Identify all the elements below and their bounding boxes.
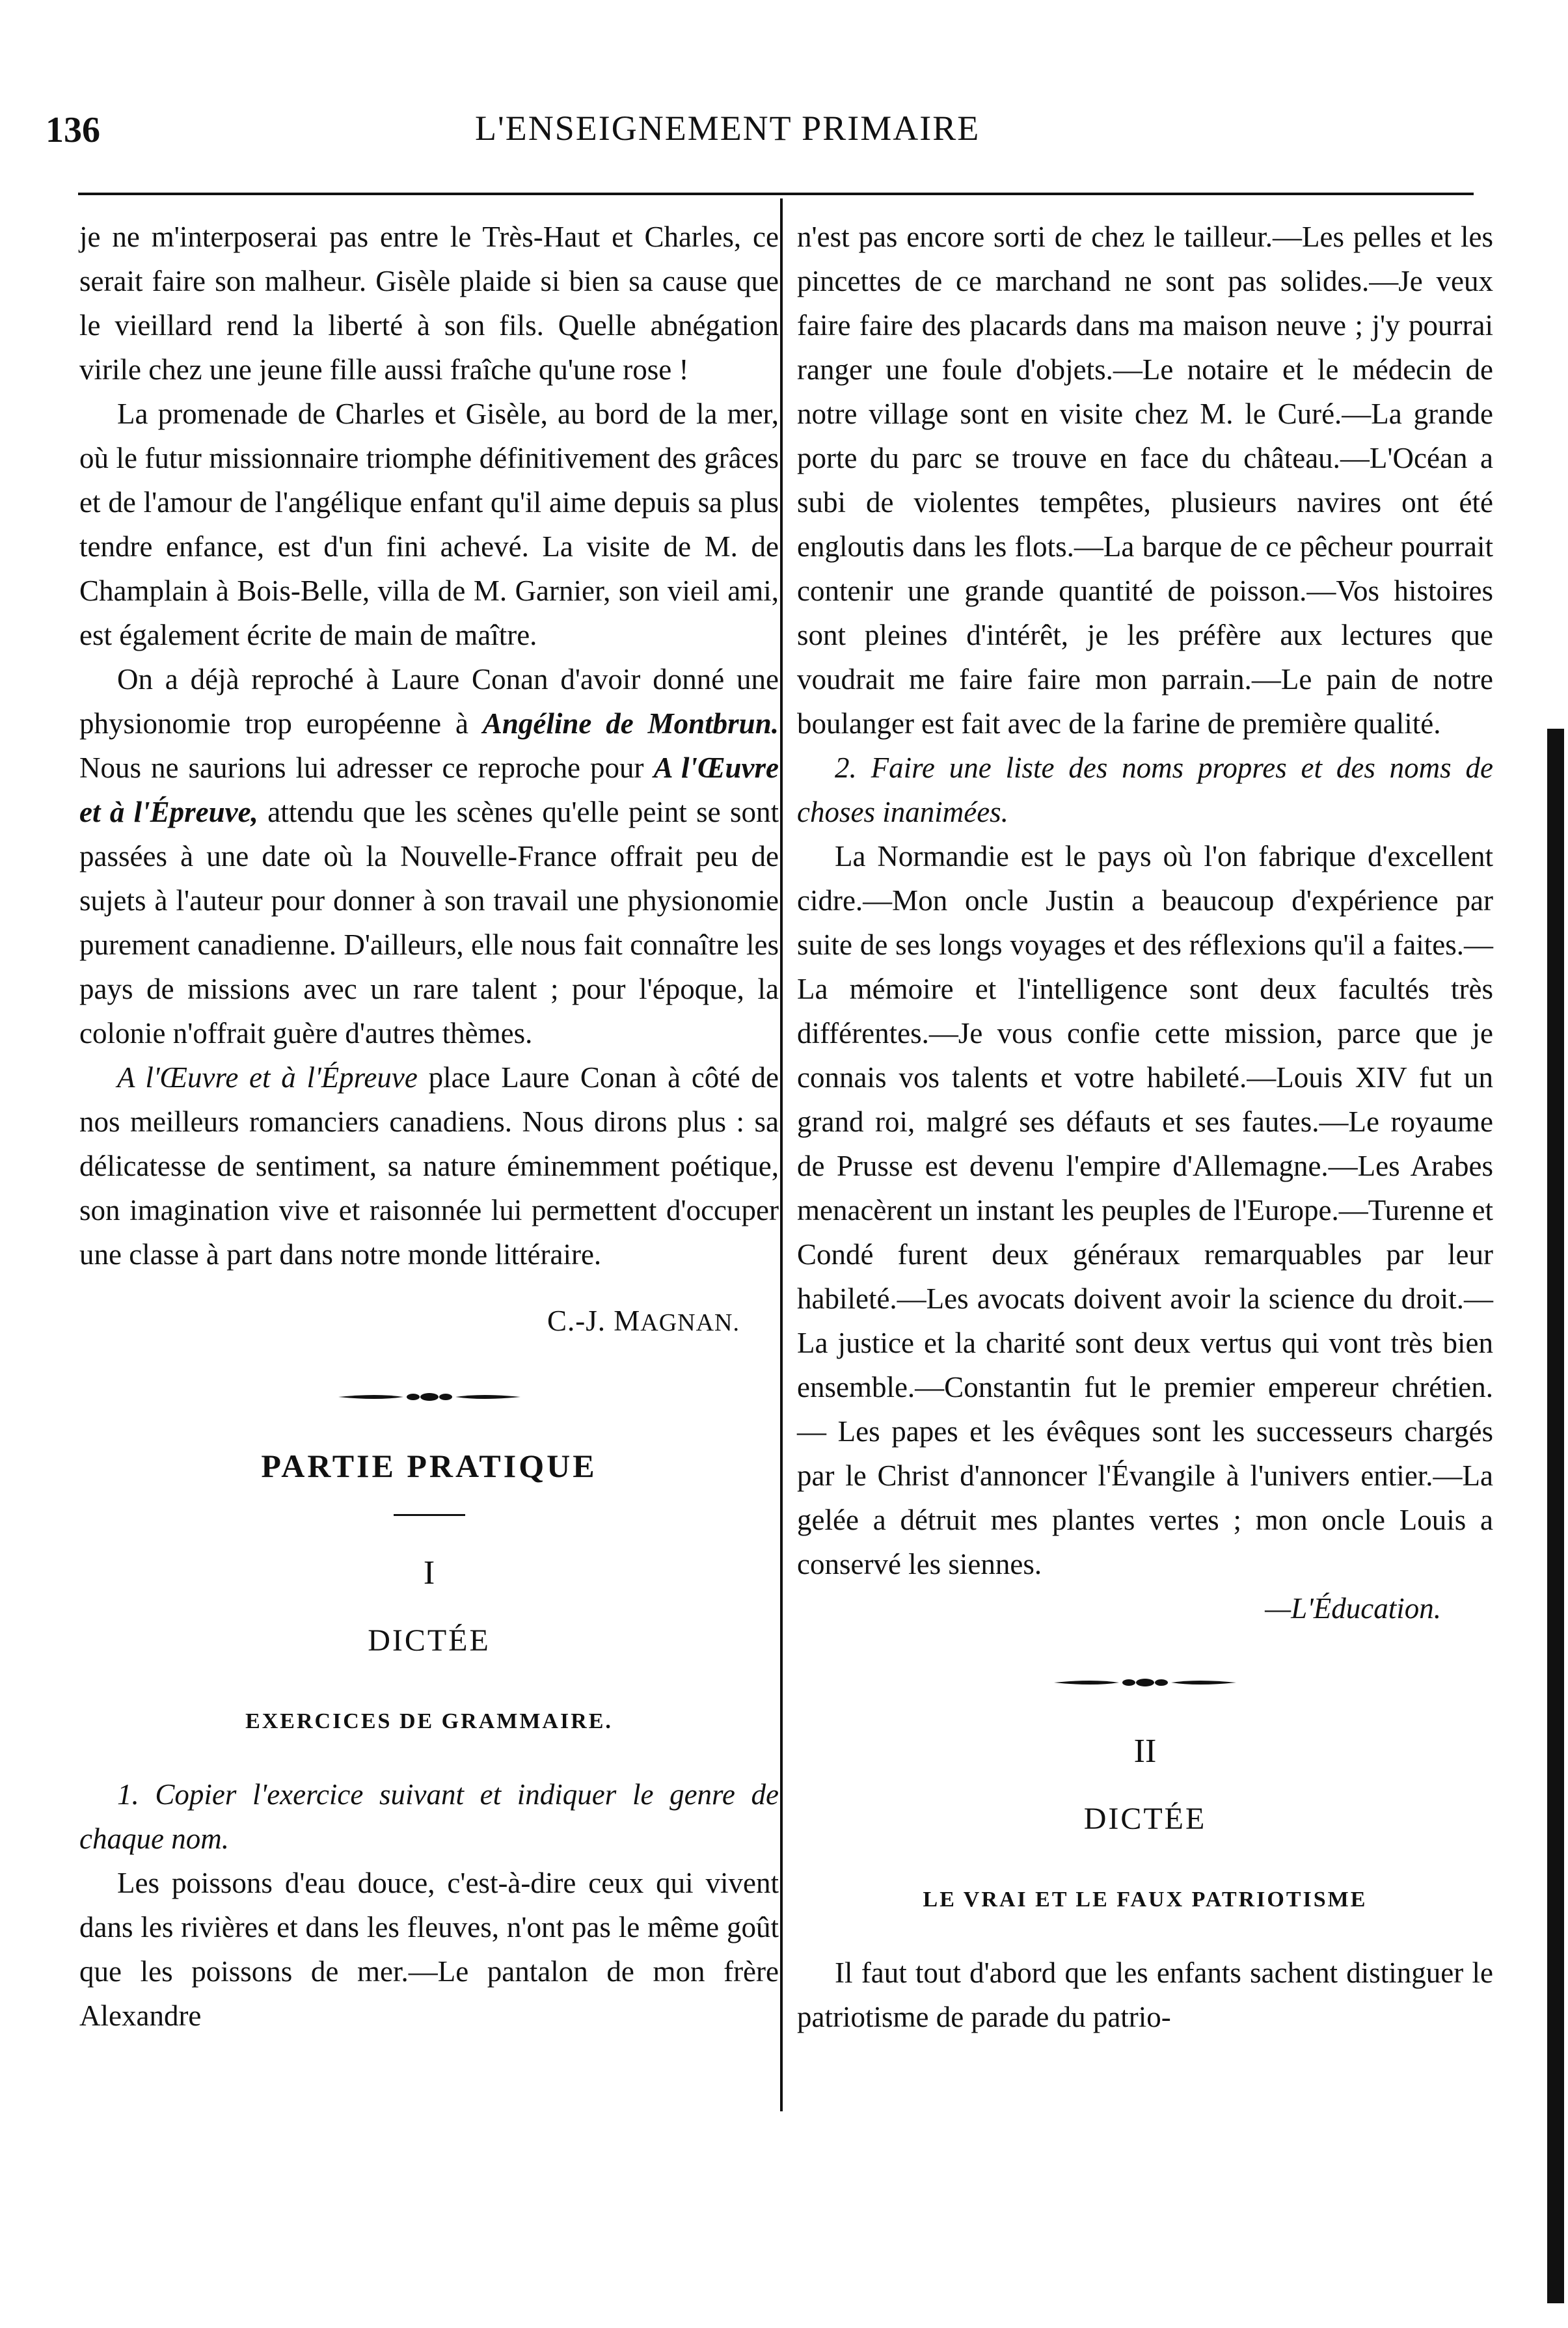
page-edge-shadow [1547, 729, 1564, 2303]
source-attribution: —L'Éducation. [1265, 1592, 1441, 1625]
running-title: L'ENSEIGNEMENT PRIMAIRE [475, 109, 980, 148]
exercise-text: La Normandie est le pays où l'on fabrique d'excellent cidre.—Mon oncle Justin a beaucoup d'expérience par suite de ses longs voyages et des réflexions qu'il a faites.—La mémoire et l'intelligence sont deux facultés très différentes.—Je vous confie cette mission, parce que je connais vos talents et votre habileté.—Louis XIV fut un grand roi, malgré ses défauts et ses fautes.—Le royaume de Prusse est devenu l'empire d'Allemagne.—Les Arabes menacèrent un instant les peuples de l'Europe.—Turenne et Condé furent deux généraux remarquables par leur habileté.—Les avocats doivent avoir la science du droit.—La justice et la charité sont deux vertus qui vont très bien ensemble.—Constantin fut le premier empereur chrétien.— Les papes et les évêques sont les successeurs chargés par le Christ d'annoncer l'Évangile à l'univers entier.—La gelée a détruit mes plantes vertes ; mon oncle Louis a conservé les siennes. [797, 840, 1493, 1580]
paragraph: je ne m'interposerai pas entre le Très-Haut et Charles, ce serait faire son malheur. Gisèle plaide si bien sa cause que le vieillard rend la liberté à son fils. Quelle abnégation virile chez une jeune fille aussi fraîche qu'une rose ! [79, 221, 779, 386]
right-column [797, 215, 1493, 2039]
signature-surname: AGNAN. [640, 1309, 740, 1336]
author-signature [79, 1299, 779, 1345]
ornament-divider [79, 1392, 779, 1402]
signature-initials: C.-J. M [547, 1305, 641, 1337]
column-divider [780, 198, 783, 2111]
section-number: II [1133, 1733, 1157, 1770]
paragraph-text: Nous ne saurions lui adresser ce reproche pour [79, 751, 654, 784]
paragraph: La promenade de Charles et Gisèle, au bord de la mer, où le futur missionnaire triomphe définitivement des grâces et de l'amour de l'angélique enfant qu'il aime depuis sa plus tendre enfance, est d'un fini achevé. La visite de M. de Champlain à Bois-Belle, villa de M. Garnier, son vieil ami, est également écrite de main de maître. [79, 398, 779, 651]
subsection-title: DICTÉE [1083, 1802, 1207, 1836]
dictation-text: Il faut tout d'abord que les enfants sachent distinguer le patriotisme de parade du patrio- [797, 1956, 1493, 2033]
exercise-heading: EXERCICES DE GRAMMAIRE. [245, 1709, 613, 1733]
paragraph-text: place Laure Conan à côté de nos meilleurs romanciers canadiens. Nous dirons plus : sa délicatesse de sentiment, sa nature éminemment poétique, son imagination vive et raisonnée lui permettent d'occuper une classe à part dans notre monde littéraire. [79, 1061, 779, 1271]
header-rule [78, 193, 1474, 195]
book-title: A l'Œuvre et à l'Épreuve [117, 1061, 418, 1094]
exercise-text: n'est pas encore sorti de chez le tailleur.—Les pelles et les pincettes de ce marchand ne sont pas solides.—Je veux faire faire des placards dans ma maison neuve ; j'y pourrai ranger une foule d'objets.—Le notaire et le médecin de notre village sont en visite chez M. le Curé.—La grande porte du parc se trouve en face du château.—L'Océan a subi de violentes tempêtes, plusieurs navires ont été engloutis dans les flots.—La barque de ce pêcheur pourrait contenir une grande quantité de poisson.—Vos histoires sont pleines d'intérêt, je les préfère aux lectures que voudrait me faire faire mon parrain.—Le pain de notre boulanger est fait avec de la farine de première qualité. [797, 221, 1493, 740]
paragraph [79, 1055, 779, 1277]
small-rule [394, 1514, 465, 1516]
subsection-title: DICTÉE [368, 1623, 491, 1658]
exercise-instruction: 1. Copier l'exercice suivant et indiquer le genre de chaque nom. [79, 1778, 779, 1855]
paragraph [79, 657, 779, 1055]
exercise-text: Les poissons d'eau douce, c'est-à-dire ceux qui vivent dans les rivières et dans les fleuves, n'ont pas le même goût que les poissons de mer.—Le pantalon de mon frère Alexandre [79, 1867, 779, 2032]
book-title: A l'Œuvre et à l'Épreuve, [79, 751, 779, 828]
paragraph-text: attendu que les scènes qu'elle peint se sont passées à une date où la Nouvelle-France offrait peu de sujets à l'auteur pour donner à son travail une physionomie purement canadienne. D'ailleurs, elle nous fait connaître les pays de missions avec un rare talent ; pour l'époque, la colonie n'offrait guère d'autres thèmes. [79, 796, 779, 1049]
page-number: 136 [46, 110, 100, 150]
book-title: Angéline de Montbrun. [482, 707, 779, 740]
dictation-heading: LE VRAI ET LE FAUX PATRIOTISME [923, 1888, 1368, 1912]
exercise-instruction: 2. Faire une liste des noms propres et des noms de choses inanimées. [797, 751, 1493, 828]
left-column [79, 215, 779, 2038]
paragraph-text: On a déjà reproché à Laure Conan d'avoir donné une physionomie trop européenne à [79, 663, 779, 740]
section-number: I [423, 1554, 435, 1591]
ornament-divider [797, 1677, 1493, 1688]
section-title: PARTIE PRATIQUE [261, 1448, 597, 1484]
